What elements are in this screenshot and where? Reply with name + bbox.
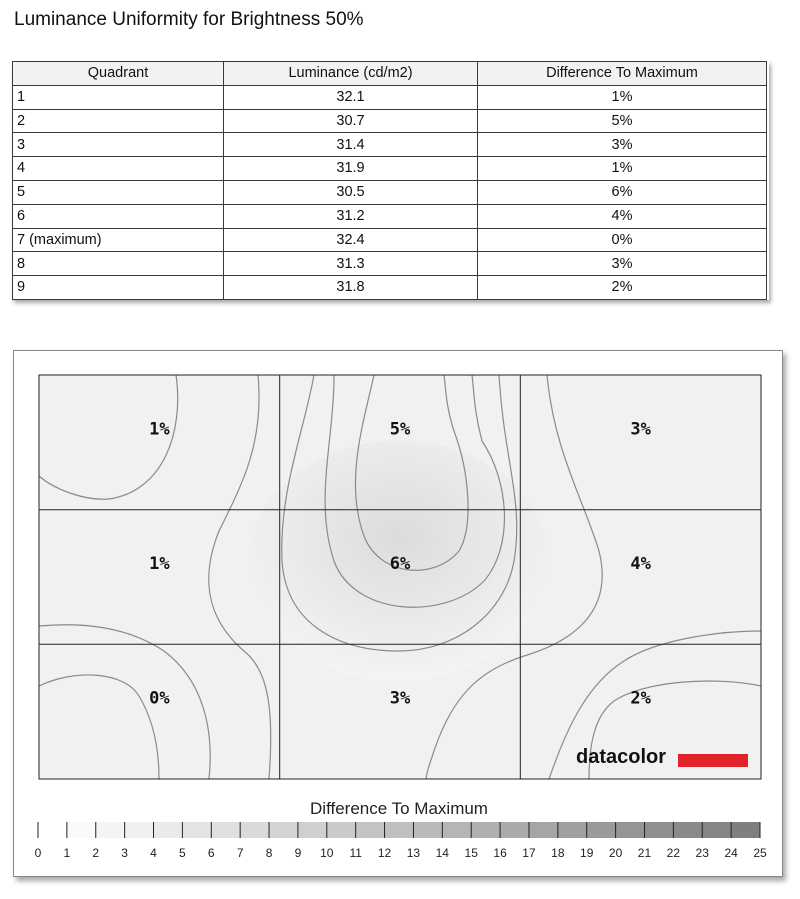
quadrant-cell: 3 xyxy=(13,133,224,157)
legend-swatch xyxy=(644,822,673,838)
luminance-cell: 31.3 xyxy=(224,252,478,276)
table-row xyxy=(13,109,767,133)
legend-swatch xyxy=(96,822,125,838)
luminance-cell: 31.2 xyxy=(224,204,478,228)
legend-scale xyxy=(35,822,767,860)
legend-swatch xyxy=(67,822,96,838)
cell-label-5: 6% xyxy=(389,554,411,574)
legend-swatch xyxy=(182,822,211,838)
uniformity-map-panel xyxy=(13,350,783,877)
luminance-cell: 30.7 xyxy=(224,109,478,133)
luminance-cell: 30.5 xyxy=(224,180,478,204)
luminance-cell: 31.8 xyxy=(224,276,478,300)
legend-tick-label: 12 xyxy=(377,846,392,860)
difference-cell: 0% xyxy=(478,228,767,252)
table-row xyxy=(13,228,767,252)
legend-swatch xyxy=(385,822,414,838)
legend-swatch xyxy=(413,822,442,838)
legend-tick-label: 11 xyxy=(349,846,362,860)
cell-label-1: 1% xyxy=(149,419,170,440)
table-row xyxy=(13,133,767,157)
difference-cell: 3% xyxy=(478,133,767,157)
luminance-cell: 31.4 xyxy=(224,133,478,157)
legend-swatch xyxy=(211,822,240,838)
legend-title: Difference To Maximum xyxy=(310,799,488,818)
quadrant-cell: 2 xyxy=(13,109,224,133)
legend-tick-label: 6 xyxy=(207,846,215,860)
legend-tick-label: 1 xyxy=(63,846,71,860)
legend-swatch xyxy=(558,822,587,838)
cell-label-7: 0% xyxy=(149,688,170,709)
difference-cell: 1% xyxy=(478,157,767,181)
legend-tick-label: 2 xyxy=(92,846,100,860)
quadrant-cell: 1 xyxy=(13,85,224,109)
datacolor-logo-bar xyxy=(678,754,748,767)
page-title: Luminance Uniformity for Brightness 50% xyxy=(14,9,364,30)
legend-tick-label: 14 xyxy=(435,846,449,860)
uniformity-map xyxy=(14,351,782,876)
quadrant-cell: 4 xyxy=(13,157,224,181)
legend-swatch xyxy=(500,822,529,838)
legend-tick-label: 17 xyxy=(522,846,536,860)
legend-tick-label: 24 xyxy=(724,846,738,860)
header-luminance: Luminance (cd/m2) xyxy=(224,62,478,86)
luminance-cell: 32.4 xyxy=(224,228,478,252)
table-row xyxy=(13,85,767,109)
legend-swatch xyxy=(616,822,645,838)
cell-label-2: 5% xyxy=(389,419,411,440)
cell-label-3: 3% xyxy=(630,419,651,440)
luminance-cell: 31.9 xyxy=(224,157,478,181)
legend-tick-label: 9 xyxy=(294,846,302,860)
legend-swatch xyxy=(442,822,471,838)
legend-swatch xyxy=(154,822,183,838)
difference-cell: 3% xyxy=(478,252,767,276)
legend-swatch xyxy=(125,822,154,838)
legend-tick-label: 13 xyxy=(406,846,421,860)
legend-swatch xyxy=(587,822,616,838)
legend-swatch xyxy=(471,822,500,838)
quadrant-cell: 5 xyxy=(13,180,224,204)
legend-swatch xyxy=(731,822,760,838)
table-row xyxy=(13,252,767,276)
legend-swatch xyxy=(240,822,269,838)
legend-swatch xyxy=(298,822,327,838)
table-row xyxy=(13,180,767,204)
quadrant-cell: 6 xyxy=(13,204,224,228)
legend-tick-label: 20 xyxy=(608,846,623,860)
header-difference: Difference To Maximum xyxy=(478,62,767,86)
quadrant-cell: 9 xyxy=(13,276,224,300)
legend-swatch xyxy=(702,822,731,838)
luminance-table xyxy=(12,61,769,300)
legend-swatch xyxy=(356,822,385,838)
legend-swatch xyxy=(529,822,558,838)
legend-tick-label: 5 xyxy=(179,846,186,860)
cell-label-6: 4% xyxy=(630,554,651,574)
legend-tick-label: 8 xyxy=(265,846,273,860)
legend-swatch xyxy=(38,822,67,838)
legend-swatch xyxy=(269,822,298,838)
difference-cell: 2% xyxy=(478,276,767,300)
legend-tick-label: 21 xyxy=(637,846,652,860)
legend-tick-label: 18 xyxy=(551,846,565,860)
difference-cell: 5% xyxy=(478,109,767,133)
legend-swatch xyxy=(673,822,702,838)
table-header-row xyxy=(13,62,767,86)
cell-label-8: 3% xyxy=(389,688,411,709)
table-row xyxy=(13,276,767,300)
legend-swatch xyxy=(327,822,356,838)
table-row xyxy=(13,157,767,181)
difference-cell: 4% xyxy=(478,204,767,228)
legend-tick-label: 25 xyxy=(753,846,767,860)
legend-tick-label: 0 xyxy=(34,846,42,860)
legend-tick-label: 22 xyxy=(666,846,681,860)
luminance-cell: 32.1 xyxy=(224,85,478,109)
table-row xyxy=(13,204,767,228)
datacolor-logo: datacolor xyxy=(576,746,667,768)
legend-tick-label: 16 xyxy=(493,846,507,860)
legend-tick-label: 4 xyxy=(150,846,157,860)
cell-label-4: 1% xyxy=(149,554,170,574)
legend-tick-label: 23 xyxy=(695,846,709,860)
header-quadrant: Quadrant xyxy=(13,62,224,86)
legend-tick-label: 15 xyxy=(464,846,478,860)
difference-cell: 6% xyxy=(478,180,767,204)
legend-tick-label: 7 xyxy=(236,846,244,860)
cell-label-9: 2% xyxy=(630,688,651,709)
quadrant-cell: 7 (maximum) xyxy=(13,228,224,252)
quadrant-cell: 8 xyxy=(13,252,224,276)
legend-tick-label: 10 xyxy=(320,846,334,860)
legend-tick-label: 3 xyxy=(121,846,128,860)
legend-tick-label: 19 xyxy=(580,846,594,860)
difference-cell: 1% xyxy=(478,85,767,109)
